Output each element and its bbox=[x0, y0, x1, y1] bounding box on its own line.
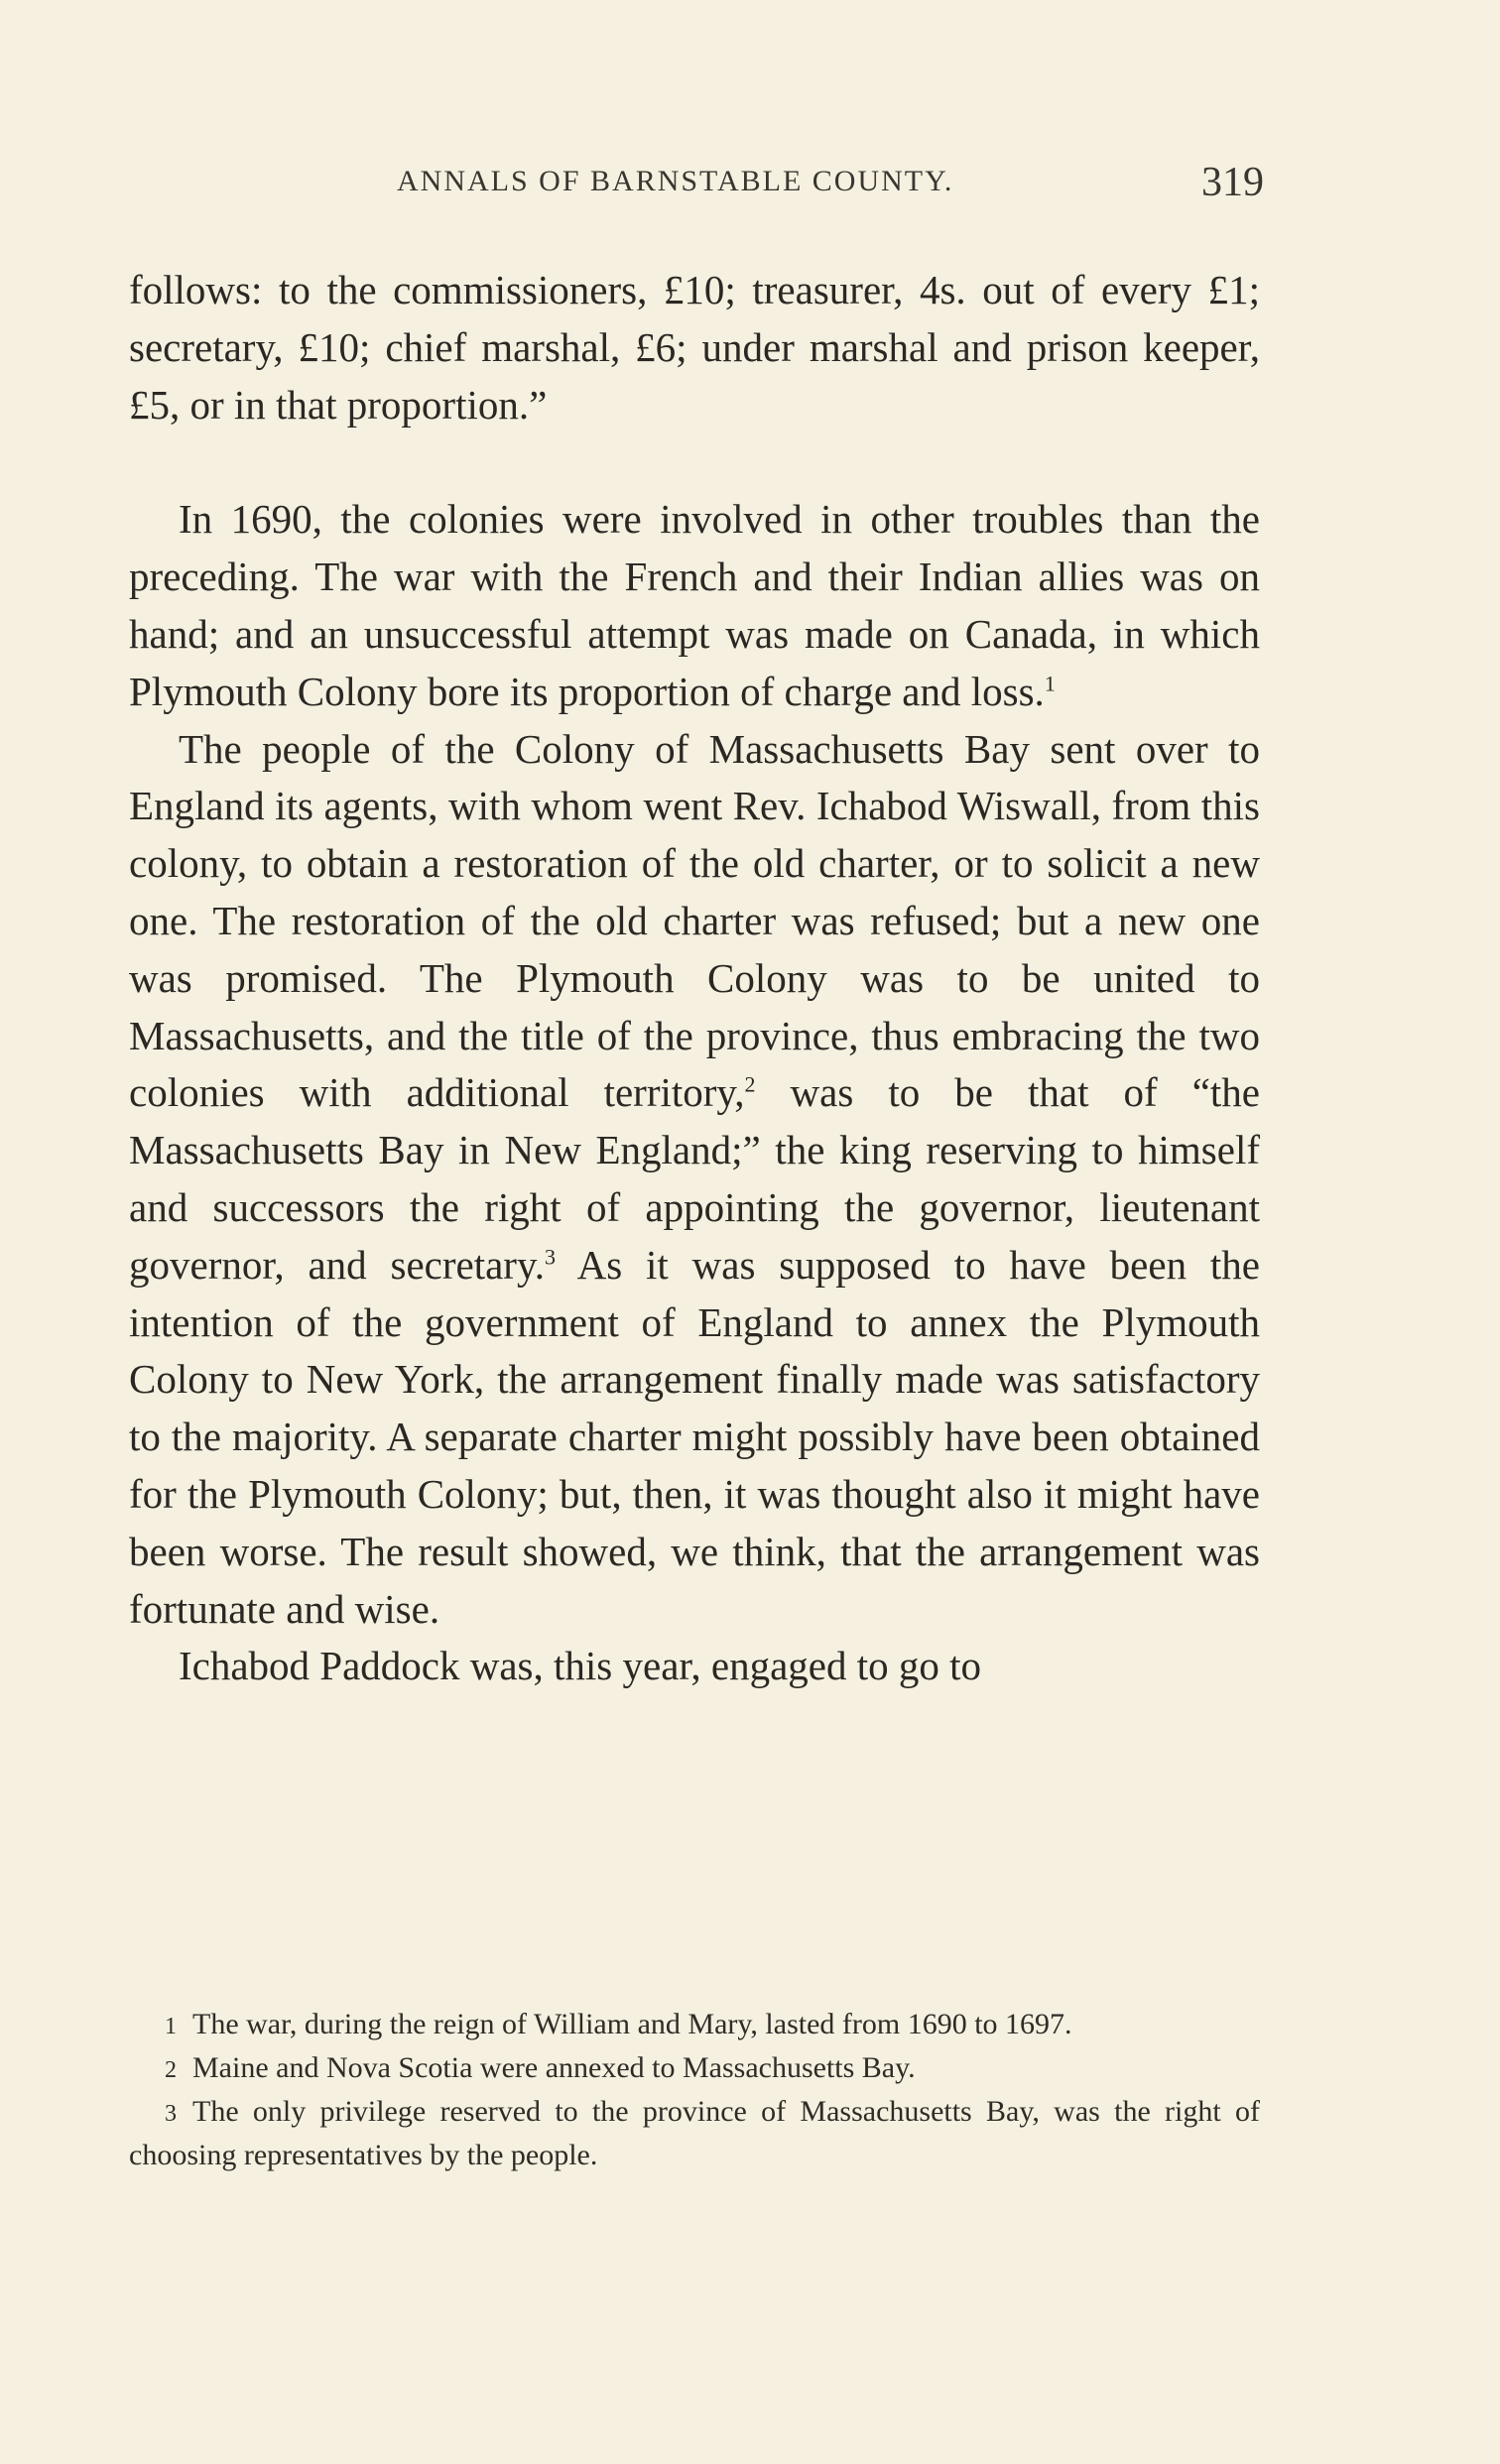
footnotes bbox=[129, 2004, 1260, 2176]
footnote bbox=[129, 2091, 1260, 2176]
paragraph-charter bbox=[129, 721, 1260, 1639]
paragraph-paddock: Ichabod Paddock was, this year, engaged to go to bbox=[179, 1643, 982, 1689]
paragraph-text: was to be that of “the Massachusetts Bay in New England;” the king reserving to himself and successors the right of appointing the governor, lieutenant governor, and secretary. bbox=[129, 1069, 1260, 1288]
footnote-mark: 1 bbox=[165, 2014, 177, 2039]
running-title: ANNALS OF BARNSTABLE COUNTY. bbox=[397, 165, 954, 197]
footnote-mark: 2 bbox=[165, 2057, 177, 2083]
footnote bbox=[129, 2047, 1260, 2091]
footnote-reference: 1 bbox=[1044, 671, 1056, 696]
footnote-text: The only privilege reserved to the province of Massachusetts Bay, was the right of choosing representatives by the people. bbox=[129, 2095, 1260, 2171]
main-text bbox=[129, 262, 1260, 1695]
footnote bbox=[129, 2004, 1260, 2047]
footnote-mark: 3 bbox=[165, 2101, 177, 2127]
footnote-text: The war, during the reign of William and Mary, lasted from 1690 to 1697. bbox=[192, 2008, 1072, 2040]
paragraph-continued: follows: to the commissioners, £10; treasurer, 4s. out of every £1; secretary, £10; chief marshal, £6; under marshal and prison keeper, £5, or in that proportion.” bbox=[129, 267, 1260, 428]
footnote-reference: 3 bbox=[545, 1244, 557, 1270]
paragraph-1690 bbox=[129, 491, 1260, 720]
footnote-reference: 2 bbox=[744, 1071, 756, 1097]
paragraph-gap bbox=[129, 433, 1260, 491]
page-number: 319 bbox=[1201, 160, 1264, 205]
paragraph-text: The people of the Colony of Massachusetts Bay sent over to England its agents, with whom went Rev. Ichabod Wiswall, from this colony, to obtain a restoration of the old charter, or to solicit a new one. The restoration of the old charter was refused; but a new one was promised. The Plymouth Colony was to be united to Massachusetts, and the title of the province, thus embracing the two colonies with additional territory, bbox=[129, 725, 1260, 1116]
paragraph-text: In 1690, the colonies were involved in other troubles than the preceding. The war with the French and their Indian allies was on hand; and an unsuccessful attempt was made on Canada, in which Plymouth Colony bore its proportion of charge and loss. bbox=[129, 496, 1260, 714]
paragraph-text: As it was supposed to have been the intention of the government of England to annex the Plymouth Colony to New York, the arrangement finally made was satisfactory to the majority. A separate charter might possibly have been obtained for the Plymouth Colony; but, then, it was thought also it might have been worse. The result showed, we think, that the arrangement was fortunate and wise. bbox=[129, 1241, 1260, 1632]
footnote-text: Maine and Nova Scotia were annexed to Massachusetts Bay. bbox=[192, 2051, 916, 2084]
